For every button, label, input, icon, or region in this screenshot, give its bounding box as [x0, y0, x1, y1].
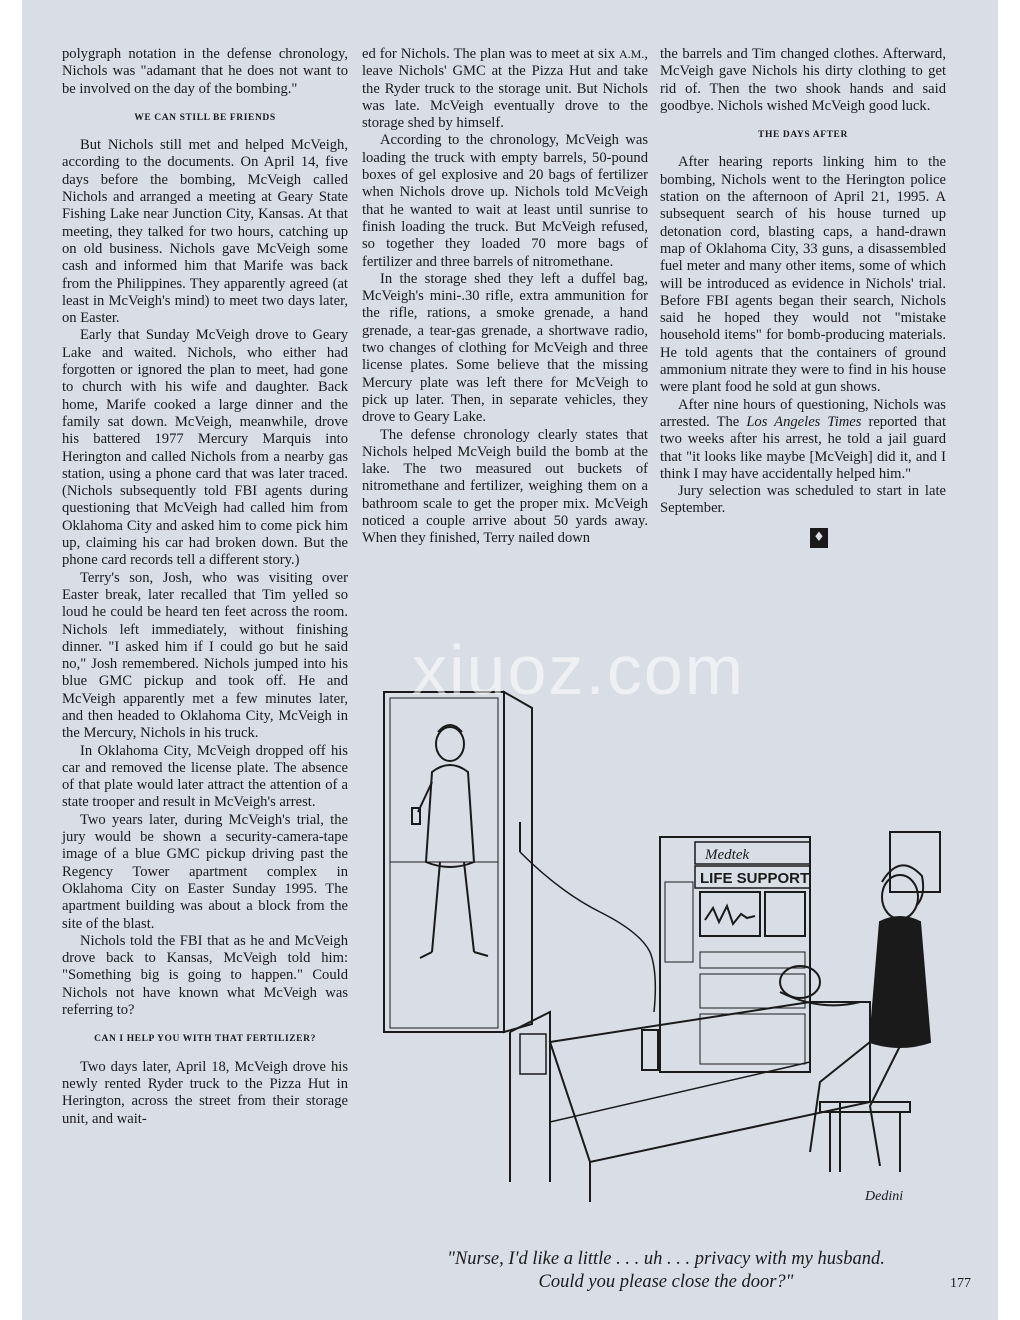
text-run: reported that two weeks after his arrest, he told a jail guard that "it looks like maybe [McVeigh] did it, and I think I may have accidentally helped him.": [660, 413, 946, 482]
cartoon-illustration: [360, 662, 960, 1207]
artist-signature: Dedini: [865, 1189, 904, 1204]
article-column-1: [62, 46, 348, 1128]
article-column-3: [660, 46, 946, 548]
machine-label: LIFE SUPPORT: [700, 870, 810, 887]
hospital-bed: [510, 1002, 870, 1202]
article-column-2: [362, 46, 648, 548]
article-paragraph: According to the chronology, McVeigh was loading the truck with empty barrels, 50-pound boxes of gel explosive and 20 bags of fertilizer when Nichols drove up. Nichols told McVeigh that he wanted to wait at least until sunrise to finish loading the truck. But McVeigh refused, so together they loaded 70 more bags of fertilizer and three barrels of nitromethane.: [362, 132, 648, 270]
article-paragraph: Two years later, during McVeigh's trial, the jury would be shown a security-camera-tape image of a blue GMC pickup driving past the Regency Tower apartment complex in Oklahoma City on Easter Sunday 1995. The apartment building was about a block from the site of the blast.: [62, 811, 348, 932]
publication-name: Los Angeles Times: [746, 413, 862, 430]
section-heading: CAN I HELP YOU WITH THAT FERTILIZER?: [94, 1034, 316, 1045]
time-abbrev: A.M.: [619, 47, 645, 61]
article-paragraph: the barrels and Tim changed clothes. Afterward, McVeigh gave Nichols his dirty clothing to get rid of. Then the two shook hands and said goodbye. Nichols wished McVeigh good luck.: [660, 46, 946, 114]
article-paragraph: [362, 46, 648, 132]
life-support-machine: [660, 837, 810, 1072]
caption-line: Could you please close the door?": [538, 1272, 794, 1292]
wall-outlet: [642, 1030, 658, 1070]
caption-line: "Nurse, I'd like a little . . . uh . . . privacy with my husband.: [447, 1249, 885, 1269]
magazine-page: [22, 0, 998, 1320]
text-run: , leave Nichols' GMC at the Pizza Hut and take the Ryder truck to the storage unit. But Nichols was late. McVeigh eventually drove to the storage shed by himself.: [362, 46, 648, 132]
cartoon-caption: [386, 1248, 946, 1294]
article-paragraph: Two days later, April 18, McVeigh drove his newly rented Ryder truck to the Pizza Hut in Herington, across the street from their storage unit, and wait-: [62, 1058, 348, 1127]
end-mark-bunny-icon: ♦: [810, 528, 828, 548]
article-paragraph: After hearing reports linking him to the bombing, Nichols went to the Herington police station on the afternoon of April 21, 1995. A subsequent search of his house turned up detonation cord, blasting caps, a hand-drawn map of Oklahoma City, 33 guns, a disassembled fuel meter and many other items, some of which will be introduced as evidence in Nichols' trial. Before FBI agents began their search, Nichols said he hoped they would not "mistake household items" for bomb-producing materials. He told agents that the containers of ground ammonium nitrate they were to find in his house were plant food he sold at gun shows.: [660, 154, 946, 396]
text-run: ed for Nichols. The plan was to meet at six: [362, 46, 619, 62]
section-heading: WE CAN STILL BE FRIENDS: [134, 112, 276, 123]
nurse-figure: [412, 725, 488, 958]
article-paragraph: Early that Sunday McVeigh drove to Geary Lake and waited. Nichols, who either had forgotten or ignored the plan to meet, had gone to church with his wife and daughter. Back home, Marife cooked a large dinner and the family sat down. McVeigh, meanwhile, drove his battered 1977 Mercury Marquis into Herington and called Nichols from a nearby gas station, using a phone card that was later traced. (Nichols subsequently told FBI agents during questioning that McVeigh had called him from Oklahoma City and asked him to come pick him up, claiming his car had broken down. But the phone card records tell a different story.): [62, 327, 348, 569]
section-heading: THE DAYS AFTER: [758, 130, 848, 141]
article-paragraph: In Oklahoma City, McVeigh dropped off his car and removed the license plate. The absence of that plate would later attract the attention of a state trooper and result in McVeigh's arrest.: [62, 742, 348, 811]
article-paragraph: [660, 397, 946, 483]
watermark: xiuoz.com: [412, 631, 746, 709]
patient-figure: [780, 966, 860, 1005]
article-paragraph: But Nichols still met and helped McVeigh, according to the documents. On April 14, five days before the bombing, McVeigh called Nichols and arranged a meeting at Geary State Fishing Lake near Junction City, Kansas. At that meeting, they talked for two hours, catching up on old business. Nichols gave McVeigh some cash and informed him that Marife was back from the Philippines. They apparently agreed (at least in McVeigh's mind) to meet two days later, on Easter.: [62, 137, 348, 327]
doorway: [384, 692, 532, 1032]
article-paragraph: Nichols told the FBI that as he and McVeigh drove back to Kansas, McVeigh told him: "Something big is going to happen." Could Nichols not have known what McVeigh was referring to?: [62, 932, 348, 1019]
page-number: 177: [950, 1276, 971, 1291]
article-paragraph: Terry's son, Josh, who was visiting over Easter break, later recalled that Tim yelled so loud he could be heard ten feet across the room. Nichols left immediately, without finishing dinner. "I asked him if I could go but he said no," Josh remembered. Nichols jumped into his blue GMC pickup and took off. He and McVeigh apparently met a few minutes later, and then headed to Oklahoma City, McVeigh in the Mercury, Nichols in his truck.: [62, 569, 348, 742]
article-paragraph: The defense chronology clearly states that Nichols helped McVeigh build the bomb at the lake. The two measured out buckets of nitromethane and fertilizer, weighing them on a bathroom scale to get the proper mix. McVeigh noticed a couple arrive about 50 yards away. When they finished, Terry nailed down: [362, 426, 648, 547]
article-paragraph: In the storage shed they left a duffel bag, McVeigh's mini-.30 rifle, extra ammunition for the rifle, rations, a smoke grenade, a hand grenade, a tear-gas grenade, a shortwave radio, two changes of clothing for McVeigh and three license plates. Some believe that the missing Mercury plate was left there for McVeigh to pick up later. Then, in separate vehicles, they drove to Geary Lake.: [362, 270, 648, 426]
text-run: After nine hours of questioning, Nichols was arrested. The: [660, 396, 946, 430]
cord-line: [520, 852, 655, 1012]
article-paragraph: Jury selection was scheduled to start in late September.: [660, 483, 946, 517]
machine-brand: Medtek: [705, 847, 750, 863]
article-paragraph: polygraph notation in the defense chronology, Nichols was "adamant that he does not want to be involved on the day of the bombing.": [62, 46, 348, 97]
